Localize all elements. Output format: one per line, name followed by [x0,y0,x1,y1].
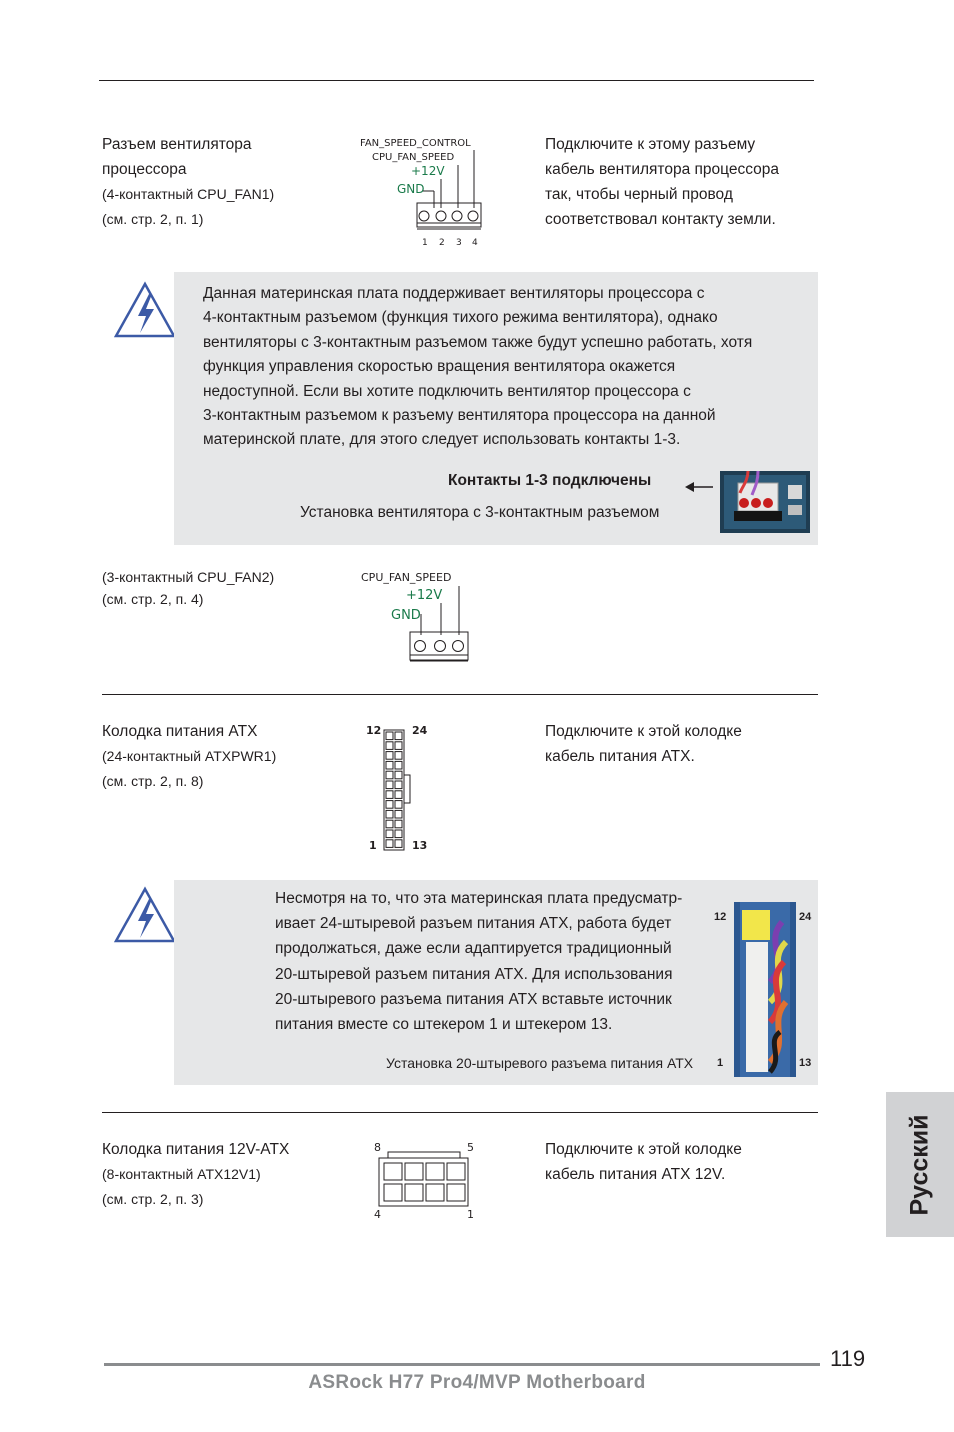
pin-cell [395,801,402,809]
pin-cell [395,810,402,818]
pin-cell [395,791,402,799]
cpu-fan1-diagram [355,135,490,250]
note2-line: Несмотря на то, что эта материнская плата предусматр- [275,890,683,907]
pin-cell [386,742,393,750]
pin-cell [386,801,393,809]
footer-title: ASRock H77 Pro4/MVP Motherboard [308,1372,646,1393]
note1-line: материнской плате, для этого следует использовать контакты 1-3. [203,431,681,449]
warning-icon [113,281,177,341]
note1-line: функция управления скоростью вращения вентилятора окажется [203,358,676,376]
label-gnd: GND [391,608,421,623]
label-12v: +12V [406,588,443,603]
label-1: 1 [369,839,377,852]
label-24: 24 [412,724,428,737]
pin-cell [386,732,393,740]
warning-icon [113,886,177,946]
atx12v-description: Подключите к этой колодке кабель питания ATX 12V. [545,1141,742,1183]
top-rule [99,80,814,81]
pin-cell [395,820,402,828]
page-number: 119 [830,1346,866,1371]
pin-cell [386,761,393,769]
pin-cell [386,840,393,848]
pin-cell [386,771,393,779]
pin-cell [395,752,402,760]
label-12v: +12V [411,164,445,178]
arrow-left-icon [685,480,715,494]
pin-cell [395,742,402,750]
label-fan-speed-control: FAN_SPEED_CONTROL [360,138,471,149]
label-1: 1 [467,1208,474,1221]
note2-line: питания вместе со штекером 1 и штекером 13. [275,1016,613,1034]
pin-cell [386,820,393,828]
pin-3: 3 [456,238,462,248]
pin-cell [386,810,393,818]
note1-line: Данная материнская плата поддерживает вентиляторы процессора с [203,285,705,302]
label-5: 5 [467,1141,474,1154]
label-gnd: GND [397,182,425,196]
note-atx-info [174,880,818,1085]
pin-1: 1 [422,238,428,248]
pin-cell [395,771,402,779]
pin-cell [386,830,393,838]
pin-cell [386,752,393,760]
pin-cell [395,761,402,769]
footer-rule [104,1363,820,1366]
atx-power-title: Колодка питания ATX (24-контактный ATXPWR1) (см. стр. 2, п. 8) [102,723,277,789]
note1-line: 3-контактным разъемом к разъему вентилятора процессора на данной [203,407,716,425]
cpu-fan2-title: (3-контактный CPU_FAN2) (см. стр. 2, п. 4) [102,569,275,607]
atx12v-title: Колодка питания 12V-ATX (8-контактный ATX12V1) (см. стр. 2, п. 3) [102,1141,290,1207]
pin-cell [395,732,402,740]
pin-cell [395,840,402,848]
note1-line: недоступной. Если вы хотите подключить вентилятор процессора с [203,382,691,400]
note1-line: вентиляторы с 3-контактным разъемом также будут успешно работать, хотя [203,333,753,351]
note2-line: 20-штыревой разъем питания ATX. Для использования [275,965,673,983]
atx-connector-photo [734,902,796,1077]
atx-power-description: Подключите к этой колодке кабель питания ATX. [545,723,742,765]
divider-rule [102,694,818,695]
language-tab [886,1092,954,1237]
note-fan-info [174,272,818,545]
photo-label-24: 24 [799,911,812,923]
pin-cell [395,830,402,838]
atx20-install-caption: Установка 20-штыревого разъема питания ATX [386,1055,694,1071]
photo-label-13: 13 [799,1057,812,1069]
cpu-fan1-title: Разъем вентилятора процессора (4-контактный CPU_FAN1) (см. стр. 2, п. 1) [102,136,275,227]
note2-line: 20-штыревого разъема питания ATX вставьте источник [275,990,672,1008]
fan-install-caption: Установка вентилятора с 3-контактным разъемом [300,504,660,521]
note1-line: 4-контактным разъемом (функция тихого режима вентилятора), однако [203,309,718,327]
label-12: 12 [366,724,382,737]
cpu-fan1-description: Подключите к этому разъему кабель вентилятора процессора так, чтобы черный провод соответствовал контакту земли. [545,136,779,228]
atx12v-diagram [370,1138,480,1223]
note2-line: ивает 24-штыревой разъем питания ATX, работа будет [275,915,672,933]
label-cpu-fan-speed: CPU_FAN_SPEED [361,571,452,584]
pin-cell [386,791,393,799]
fan-connector-photo [720,471,810,533]
atx24-diagram [360,720,435,855]
divider-rule [102,1112,818,1113]
pin-4: 4 [472,238,478,248]
photo-label-12: 12 [714,911,727,923]
pin-cell [395,781,402,789]
pin-2: 2 [439,238,445,248]
contacts-label: Контакты 1-3 подключены [448,472,652,489]
label-8: 8 [374,1141,381,1154]
label-4: 4 [374,1208,381,1221]
note2-line: продолжаться, даже если адаптируется традиционный [275,940,672,958]
photo-label-1: 1 [717,1057,724,1069]
label-13: 13 [412,839,428,852]
pin-cell [386,781,393,789]
language-tab-label: Русский [905,1113,934,1216]
cpu-fan2-diagram [355,568,480,673]
label-cpu-fan-speed: CPU_FAN_SPEED [372,152,455,163]
